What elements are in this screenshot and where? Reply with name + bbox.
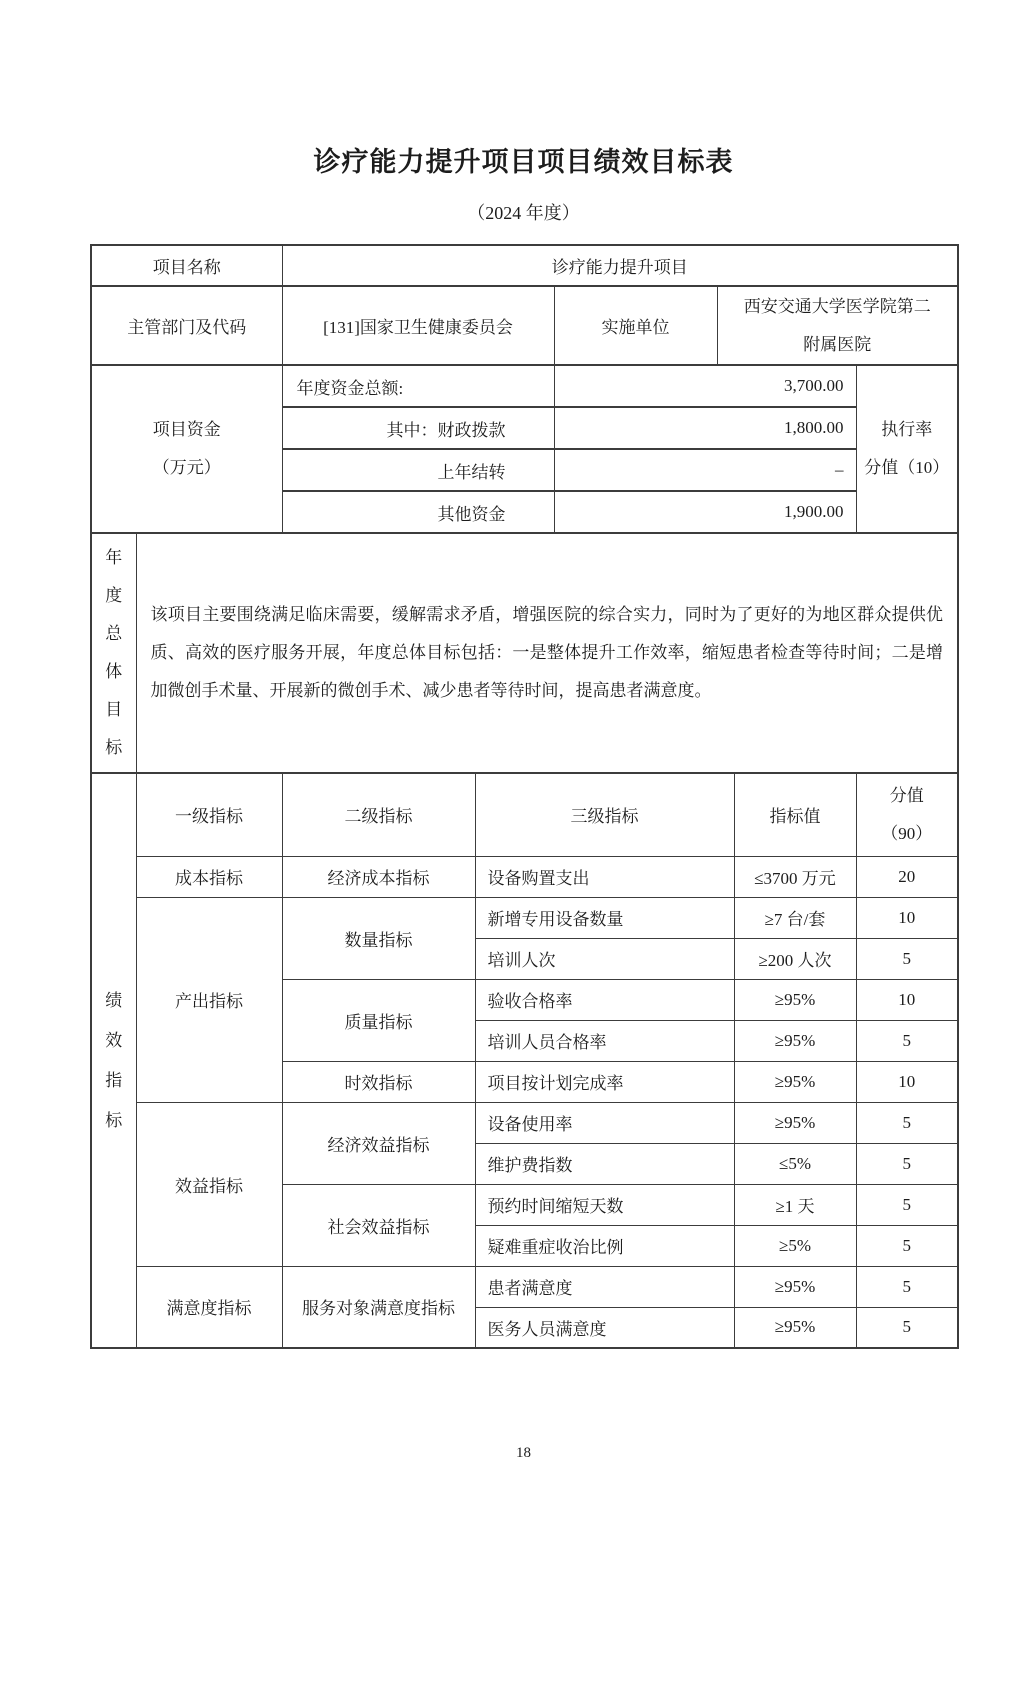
indicator-row (91, 1102, 958, 1143)
level3-cell: 预约时间缩短天数 (475, 1184, 734, 1225)
funding-total-label-cell: 年度资金总额: (282, 365, 554, 407)
indicator-value-cell: ≥95% (734, 1307, 856, 1348)
execution-rate-line1: 执行率 (881, 420, 933, 439)
level1-cell: 满意度指标 (136, 1266, 282, 1348)
level2-cell: 时效指标 (282, 1061, 475, 1102)
department-row (91, 286, 958, 365)
performance-target-table (90, 244, 959, 1349)
indicator-row (91, 1266, 958, 1307)
implementing-unit-label-cell: 实施单位 (554, 286, 717, 365)
page-title: 诊疗能力提升项目项目绩效目标表 (313, 147, 734, 177)
indicator-value-cell: ≥7 台/套 (734, 897, 856, 938)
indicator-score-cell: 20 (856, 856, 958, 897)
level1-cell: 效益指标 (136, 1102, 282, 1266)
level3-cell: 项目按计划完成率 (475, 1061, 734, 1102)
project-name-row (91, 245, 958, 286)
indicator-value-cell: ≥1 天 (734, 1184, 856, 1225)
implementing-unit-line2: 附属医院 (803, 334, 872, 354)
indicator-score-cell: 5 (856, 1020, 958, 1061)
header-value-cell: 指标值 (734, 773, 856, 856)
funding-other-label-cell: 其他资金 (282, 491, 554, 533)
implementing-unit-line1: 西安交通大学医学院第二 (743, 296, 931, 316)
level3-cell: 培训人员合格率 (475, 1020, 734, 1061)
indicator-score-cell: 10 (856, 897, 958, 938)
indicator-score-cell: 5 (856, 1225, 958, 1266)
project-name-label-cell: 项目名称 (91, 245, 282, 286)
level2-cell: 经济效益指标 (282, 1102, 475, 1184)
level2-cell: 数量指标 (282, 897, 475, 979)
level3-cell: 培训人次 (475, 938, 734, 979)
level3-cell: 疑难重症收治比例 (475, 1225, 734, 1266)
project-name-value-cell: 诊疗能力提升项目 (282, 245, 958, 286)
indicator-row (91, 897, 958, 938)
indicator-score-cell: 5 (856, 1102, 958, 1143)
level1-cell: 成本指标 (136, 856, 282, 897)
level3-cell: 验收合格率 (475, 979, 734, 1020)
execution-rate-score-cell (856, 365, 958, 533)
level3-cell: 设备使用率 (475, 1102, 734, 1143)
document-content (90, 140, 957, 1462)
implementing-unit-value-cell (717, 286, 958, 365)
funding-total-value-cell: 3,700.00 (554, 365, 856, 407)
indicator-score-cell: 5 (856, 1184, 958, 1225)
page-number: 18 (516, 1445, 531, 1461)
level2-cell: 质量指标 (282, 979, 475, 1061)
level3-cell: 维护费指数 (475, 1143, 734, 1184)
indicator-value-cell: ≤5% (734, 1143, 856, 1184)
funding-other-value-cell: 1,900.00 (554, 491, 856, 533)
level3-cell: 医务人员满意度 (475, 1307, 734, 1348)
header-level3-cell: 三级指标 (475, 773, 734, 856)
indicator-value-cell: ≥95% (734, 979, 856, 1020)
level2-cell: 经济成本指标 (282, 856, 475, 897)
indicators-side-label: 绩效指标 (105, 990, 123, 1130)
funding-label-line2: （万元） (152, 458, 221, 477)
indicator-score-cell: 10 (856, 979, 958, 1020)
level2-cell: 社会效益指标 (282, 1184, 475, 1266)
header-score-line2: （90） (881, 823, 933, 843)
annual-goal-row (91, 533, 958, 773)
funding-carryover-label-cell: 上年结转 (282, 449, 554, 491)
level1-cell: 产出指标 (136, 897, 282, 1102)
indicator-value-cell: ≥95% (734, 1020, 856, 1061)
indicator-score-cell: 5 (856, 1143, 958, 1184)
indicator-value-cell: ≥95% (734, 1102, 856, 1143)
level2-cell: 服务对象满意度指标 (282, 1266, 475, 1348)
indicators-header-row (91, 773, 958, 856)
indicator-score-cell: 5 (856, 1307, 958, 1348)
funding-fiscal-label-cell: 其中：财政拨款 (282, 407, 554, 449)
funding-carryover-value-cell: – (554, 449, 856, 491)
indicator-score-cell: 10 (856, 1061, 958, 1102)
funding-fiscal-value-cell: 1,800.00 (554, 407, 856, 449)
indicator-value-cell: ≥5% (734, 1225, 856, 1266)
annual-goal-label: 年度总体目标 (105, 548, 123, 757)
funding-label-cell (91, 365, 282, 533)
indicator-value-cell: ≥95% (734, 1266, 856, 1307)
indicator-row (91, 856, 958, 897)
indicator-value-cell: ≤3700 万元 (734, 856, 856, 897)
funding-row-total (91, 365, 958, 407)
execution-rate-line2: 分值（10） (864, 458, 950, 477)
annual-goal-text: 该项目主要围绕满足临床需要，缓解需求矛盾，增强医院的综合实力，同时为了更好的为地区群众提供优质、高效的医疗服务开展，年度总体目标包括：一是整体提升工作效率，缩短患者检查等待时间；二是增加微创手术量、开展新的微创手术、减少患者等待时间，提高患者满意度。 (150, 605, 944, 700)
level3-cell: 设备购置支出 (475, 856, 734, 897)
header-score-cell (856, 773, 958, 856)
funding-label-line1: 项目资金 (152, 420, 221, 439)
department-value-cell: [131]国家卫生健康委员会 (282, 286, 554, 365)
annual-goal-text-cell (136, 533, 958, 773)
indicator-value-cell: ≥200 人次 (734, 938, 856, 979)
level3-cell: 新增专用设备数量 (475, 897, 734, 938)
indicator-score-cell: 5 (856, 1266, 958, 1307)
document-page (0, 140, 1024, 1681)
level3-cell: 患者满意度 (475, 1266, 734, 1307)
header-level2-cell: 二级指标 (282, 773, 475, 856)
annual-goal-label-cell (91, 533, 136, 773)
indicators-side-label-cell (91, 773, 136, 1348)
indicator-score-cell: 5 (856, 938, 958, 979)
page-subtitle: （2024 年度） (467, 203, 580, 223)
department-label-cell: 主管部门及代码 (91, 286, 282, 365)
header-score-line1: 分值 (889, 785, 924, 805)
header-level1-cell: 一级指标 (136, 773, 282, 856)
indicator-value-cell: ≥95% (734, 1061, 856, 1102)
